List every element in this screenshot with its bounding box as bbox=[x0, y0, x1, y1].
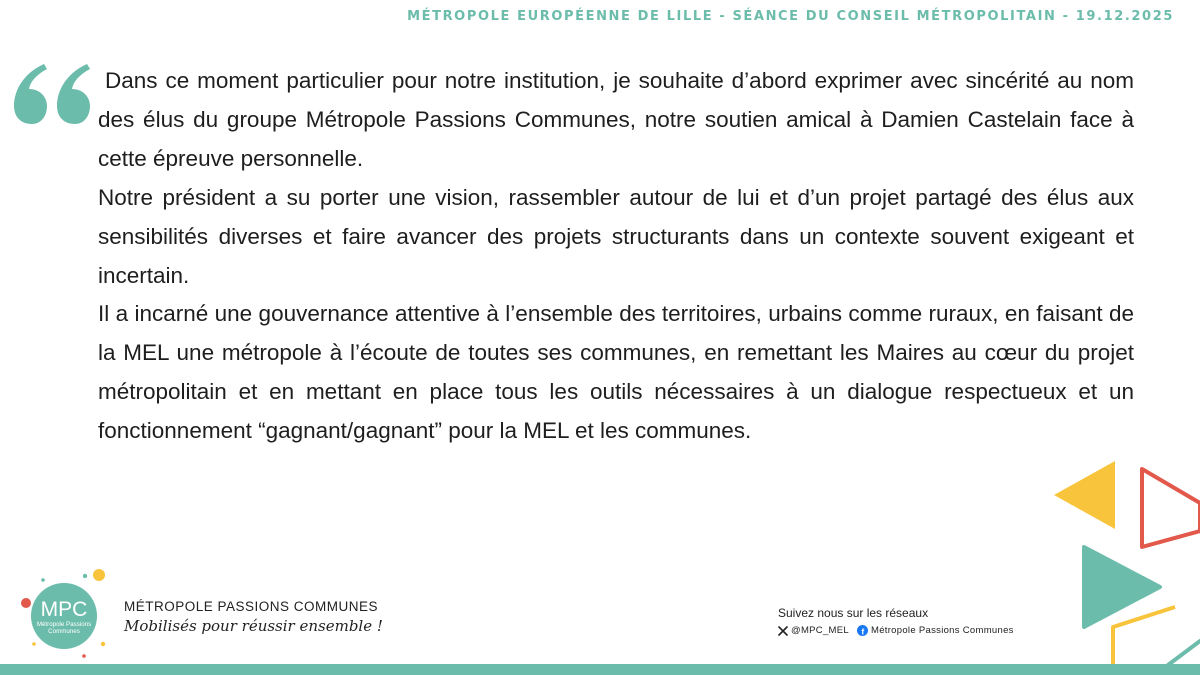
teal-outline-stroke bbox=[1168, 641, 1200, 665]
social-title: Suivez nous sur les réseaux bbox=[778, 606, 929, 620]
logo-abbr: MPC bbox=[40, 598, 88, 621]
yellow-outline-triangle bbox=[1113, 607, 1175, 665]
mpc-logo bbox=[16, 566, 116, 662]
facebook-icon bbox=[857, 625, 868, 636]
red-outline-triangle bbox=[1142, 469, 1200, 547]
social-links bbox=[778, 625, 1014, 636]
brand-tagline: Mobilisés pour réussir ensemble ! bbox=[124, 617, 383, 635]
quote-paragraph: Il a incarné une gouvernance attentive à l’ensemble des territoires, urbains comme ruraux, en faisant de la MEL une métropole à l’écoute de toutes ses communes, en remettant les Maires au cœur du projet métropolitain et en mettant en place tous les outils nécessaires à un dialogue respectueux et un fonctionnement “gagnant/gagnant” pour la MEL et les communes. bbox=[98, 301, 1134, 444]
x-icon bbox=[778, 626, 788, 636]
session-header: MÉTROPOLE EUROPÉENNE DE LILLE - SÉANCE DU CONSEIL MÉTROPOLITAIN - 19.12.2025 bbox=[407, 9, 1174, 24]
yellow-triangle bbox=[1054, 461, 1115, 529]
x-handle[interactable]: @MPC_MEL bbox=[791, 625, 849, 636]
logo-sub-line-2: Communes bbox=[48, 628, 80, 635]
quote-paragraph: Notre président a su porter une vision, rassembler autour de lui et d’un projet partagé des élus aux sensibilités diverses et faire avancer des projets structurants dans un contexte souvent exigeant et incertain. bbox=[98, 184, 1134, 288]
logo-sub-line-1: Métropole Passions bbox=[36, 621, 92, 628]
decorative-triangles bbox=[1020, 455, 1200, 675]
svg-text:f: f bbox=[861, 626, 865, 636]
quote-mark-icon bbox=[14, 64, 90, 124]
brand-name: MÉTROPOLE PASSIONS COMMUNES bbox=[124, 599, 379, 614]
quote-paragraph: Dans ce moment particulier pour notre institution, je souhaite d’abord exprimer avec sincérité au nom des élus du groupe Métropole Passions Communes, notre soutien amical à Damien Castelain face à cette épreuve personnelle. bbox=[98, 68, 1134, 171]
bottom-bar bbox=[0, 664, 1200, 675]
facebook-page-name[interactable]: Métropole Passions Communes bbox=[870, 625, 1014, 636]
quote-text bbox=[98, 62, 1134, 451]
